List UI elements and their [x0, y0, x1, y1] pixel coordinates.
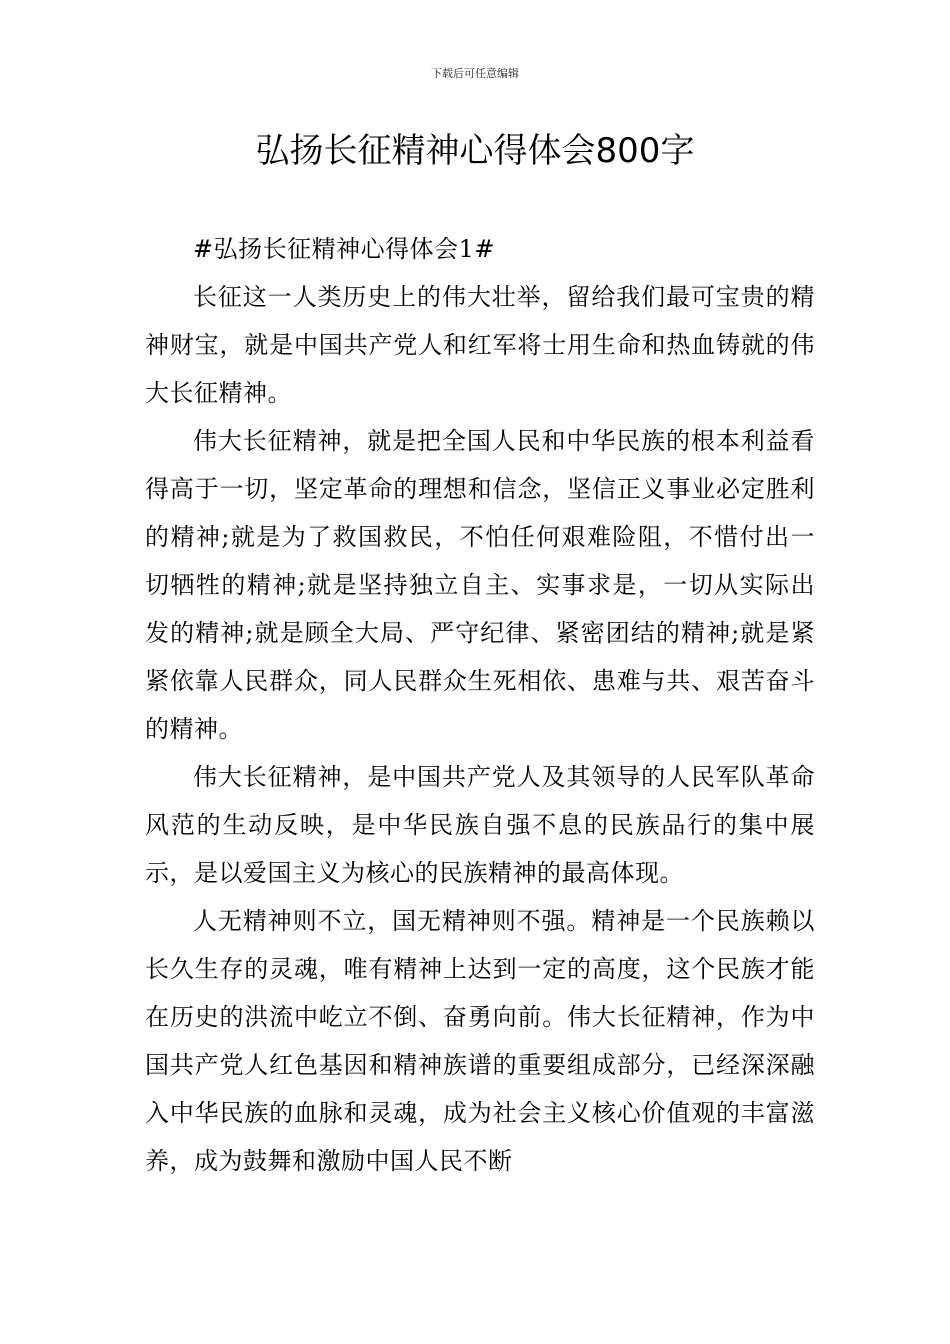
document-body [145, 225, 815, 1185]
paragraph-3: 伟大长征精神，是中国共产党人及其领导的人民军队革命风范的生动反映，是中华民族自强不息的民族品行的集中展示，是以爱国主义为核心的民族精神的最高体现。 [145, 763, 815, 887]
document-title: 弘扬长征精神心得体会800字 [255, 131, 695, 171]
paragraph-4: 人无精神则不立，国无精神则不强。精神是一个民族赖以长久生存的灵魂，唯有精神上达到一定的高度，这个民族才能在历史的洪流中屹立不倒、奋勇向前。伟大长征精神，作为中国共产党人红色基因和精神族谱的重要组成部分，已经深深融入中华民族的血脉和灵魂，成为社会主义核心价值观的丰富滋养，成为鼓舞和激励中国人民不断 [145, 907, 815, 1175]
section-heading: #弘扬长征精神心得体会1# [193, 235, 495, 263]
header-note: 下载后可任意编辑 [431, 67, 519, 80]
paragraph-2: 伟大长征精神，就是把全国人民和中华民族的根本利益看得高于一切，坚定革命的理想和信念，坚信正义事业必定胜利的精神;就是为了救国救民，不怕任何艰难险阻，不惜付出一切牺牲的精神;就是坚持独立自主、实事求是，一切从实际出发的精神;就是顾全大局、严守纪律、紧密团结的精神;就是紧紧依靠人民群众，同人民群众生死相依、患难与共、艰苦奋斗的精神。 [145, 427, 815, 743]
paragraph-1: 长征这一人类历史上的伟大壮举，留给我们最可宝贵的精神财宝，就是中国共产党人和红军将士用生命和热血铸就的伟大长征精神。 [145, 283, 815, 407]
